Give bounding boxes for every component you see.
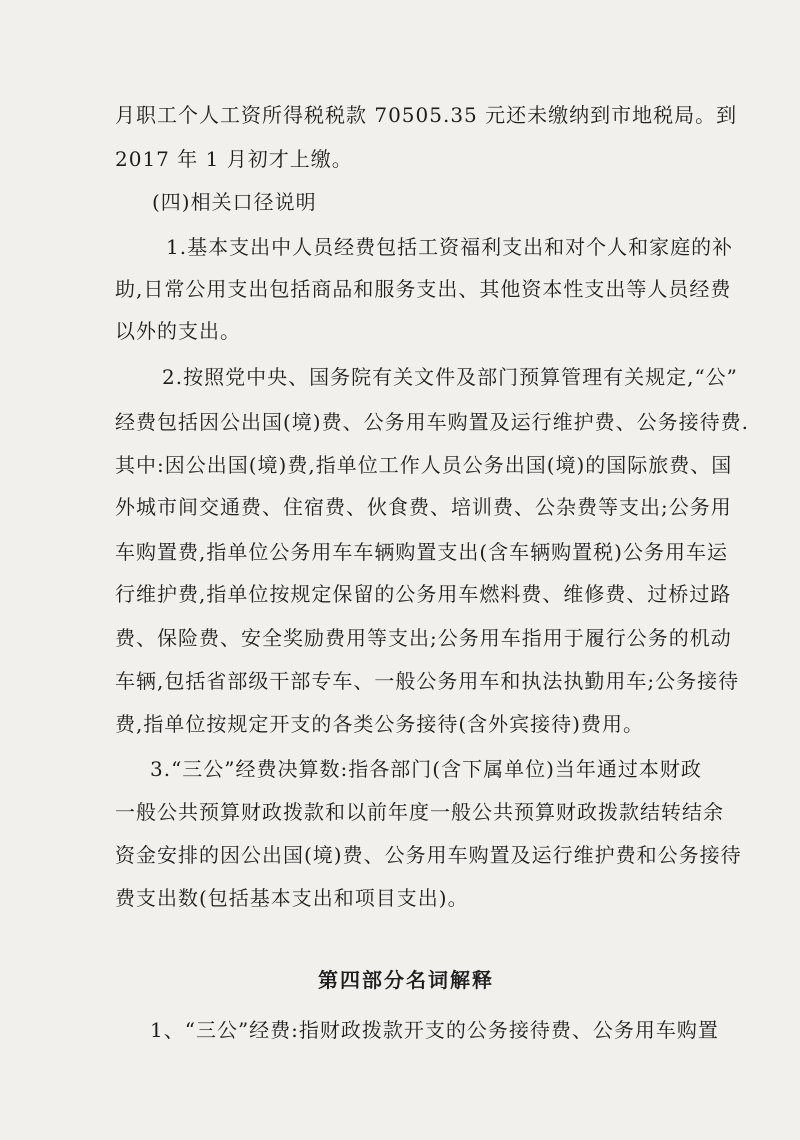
section-heading: 第四部分名词解释 [318,968,494,992]
paragraph-line: 车购置费,指单位公务用车车辆购置支出(含车辆购置税)公务用车运 [115,540,728,564]
paragraph-line: 月职工个人工资所得税税款 70505.35 元还未缴纳到市地税局。到 [115,103,738,127]
paragraph-line: 费支出数(包括基本支出和项目支出)。 [115,886,469,910]
paragraph-line: 其中:因公出国(境)费,指单位工作人员公务出国(境)的国际旅费、国 [115,453,733,477]
paragraph-line: 2017 年 1 月初才上缴。 [115,147,353,171]
paragraph-line: 1、“三公”经费:指财政拨款开支的公务接待费、公务用车购置 [150,1018,719,1042]
paragraph-line: 2.按照党中央、国务院有关文件及部门预算管理有关规定,“公” [162,365,738,389]
paragraph-line: 车辆,包括省部级干部专车、一般公务用车和执法执勤用车;公务接待 [115,669,740,693]
paragraph-line: 以外的支出。 [115,319,241,343]
paragraph-line: 1.基本支出中人员经费包括工资福利支出和对个人和家庭的补 [166,235,734,259]
paragraph-line: 资金安排的因公出国(境)费、公务用车购置及运行维护费和公务接待 [115,843,742,867]
paragraph-line: 3.“三公”经费决算数:指各部门(含下属单位)当年通过本财政 [150,757,702,781]
paragraph-line: 费,指单位按规定开支的各类公务接待(含外宾接待)费用。 [115,712,644,736]
paragraph-line: 行维护费,指单位按规定保留的公务用车燃料费、维修费、过桥过路 [115,582,732,606]
paragraph-line: 外城市间交通费、住宿费、伙食费、培训费、公杂费等支出;公务用 [115,495,732,519]
paragraph-line: 费、保险费、安全奖励费用等支出;公务用车指用于履行公务的机动 [115,626,732,650]
paragraph-line: 助,日常公用支出包括商品和服务支出、其他资本性支出等人员经费 [115,277,732,301]
section-subheading: (四)相关口径说明 [152,190,317,214]
paragraph-line: 经费包括因公出国(境)费、公务用车购置及运行维护费、公务接待费. [115,410,749,434]
paragraph-line: 一般公共预算财政拨款和以前年度一般公共预算财政拨款结转结余 [115,800,724,824]
